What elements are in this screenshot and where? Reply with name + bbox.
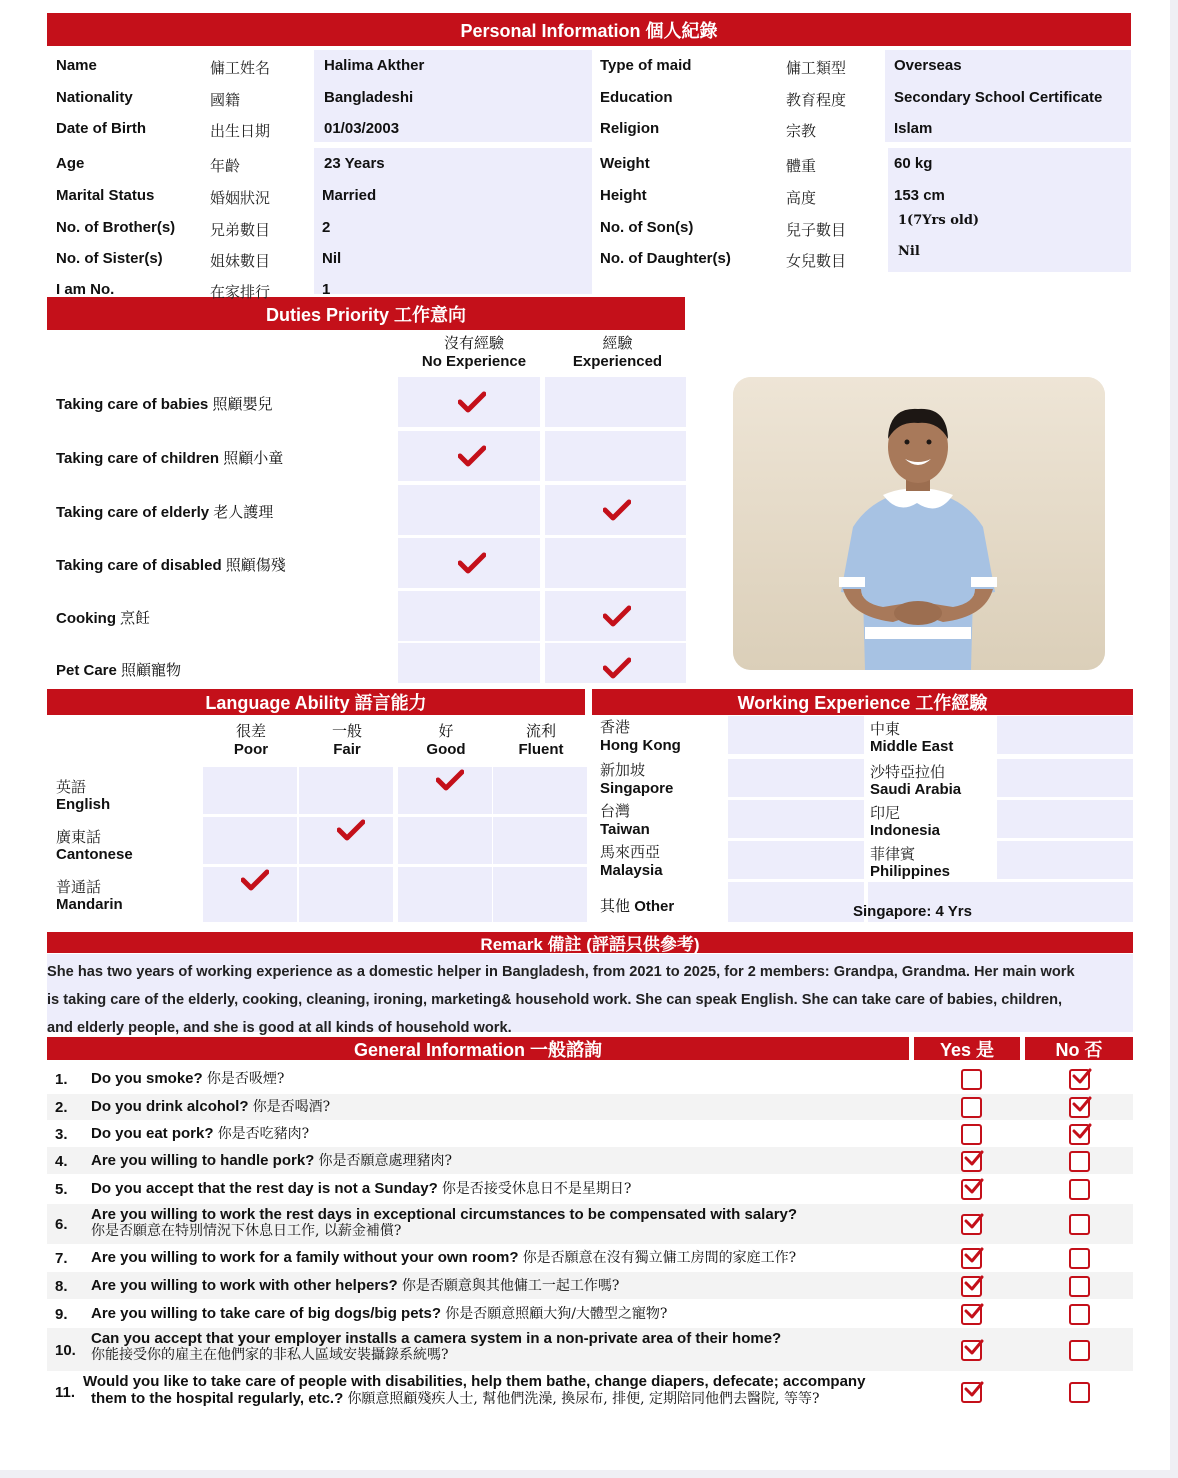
language-level-en: Fair <box>333 741 361 758</box>
no-checkbox[interactable] <box>1069 1097 1090 1118</box>
country-zh: 菲律賓 <box>870 845 916 863</box>
language-level-en: Fluent <box>518 741 564 758</box>
question-text <box>91 1305 667 1323</box>
personal-value: 1 <box>322 281 331 298</box>
personal-label-zh: 在家排行 <box>210 283 271 301</box>
country-en: Middle East <box>870 738 954 755</box>
question-number: 2. <box>55 1099 68 1116</box>
yes-checkbox[interactable] <box>961 1248 982 1269</box>
language-level-cell <box>299 867 393 922</box>
personal-label: Nationality <box>56 89 133 106</box>
yes-checkbox[interactable] <box>961 1340 982 1361</box>
question-number: 3. <box>55 1126 68 1143</box>
personal-label: No. of Son(s) <box>600 219 694 236</box>
country-en: Singapore <box>600 780 674 797</box>
duty-label <box>56 607 150 628</box>
experienced-cell <box>545 538 686 588</box>
duties-header: Duties Priority 工作意向 <box>47 297 685 330</box>
duty-label <box>56 659 181 680</box>
no-experience-cell <box>398 643 540 683</box>
question-en: Do you accept that the rest day is not a Sunday? <box>91 1180 438 1197</box>
country-en: Taiwan <box>600 821 650 838</box>
country-zh: 中東 <box>870 720 901 738</box>
duty-label-en: Taking care of children <box>56 450 220 467</box>
general-question-row <box>47 1244 1133 1272</box>
language-name-en: Mandarin <box>56 896 123 913</box>
question-number: 7. <box>55 1250 68 1267</box>
yes-checkbox[interactable] <box>961 1304 982 1325</box>
no-checkbox[interactable] <box>1069 1340 1090 1361</box>
personal-label-zh: 兒子數目 <box>786 221 847 239</box>
yes-checkbox[interactable] <box>961 1151 982 1172</box>
language-level-zh: 很差 <box>235 722 266 740</box>
general-question-row <box>47 1328 1133 1371</box>
general-question-row <box>47 1094 1133 1120</box>
language-level-cell <box>398 867 492 922</box>
question-number: 10. <box>55 1342 76 1359</box>
personal-label: Type of maid <box>600 57 692 74</box>
language-level-cell <box>398 767 492 814</box>
general-question-row <box>47 1272 1133 1299</box>
question-number: 6. <box>55 1216 68 1233</box>
country-en: Saudi Arabia <box>870 781 962 798</box>
check-mark-icon <box>241 869 269 891</box>
duty-label-zh: 照顧嬰兒 <box>212 395 273 413</box>
no-checkbox[interactable] <box>1069 1276 1090 1297</box>
question-en: Are you willing to work the rest days in exceptional circumstances to be compensated with salary? <box>91 1206 798 1223</box>
no-experience-cell <box>398 591 540 641</box>
general-question-row <box>47 1120 1133 1147</box>
duty-label-zh: 烹飪 <box>120 609 151 627</box>
no-checkbox[interactable] <box>1069 1124 1090 1145</box>
question-zh: 你是否願意在沒有獨立傭工房間的家庭工作? <box>522 1250 797 1266</box>
general-question-row <box>47 1204 1133 1244</box>
language-name-zh: 廣東話 <box>56 828 102 846</box>
duty-row <box>47 431 687 481</box>
question-zh: 你是否吸煙? <box>206 1071 285 1087</box>
no-checkbox[interactable] <box>1069 1151 1090 1172</box>
country-zh: 香港 <box>600 718 631 736</box>
country-zh: 其他 <box>600 897 631 915</box>
question-en: Do you smoke? <box>91 1070 203 1087</box>
duty-label-zh: 老人護理 <box>213 503 274 521</box>
remark-box <box>47 954 1133 1036</box>
experience-header: Working Experience 工作經驗 <box>592 689 1133 715</box>
duty-row <box>47 485 687 535</box>
duty-label-zh: 照顧傷殘 <box>225 556 286 574</box>
personal-label: Weight <box>600 155 650 172</box>
question-line-2 <box>91 1390 865 1408</box>
language-level-en: Good <box>426 741 466 758</box>
language-name-zh: 英語 <box>56 778 87 796</box>
country-years-cell <box>997 716 1133 754</box>
question-number: 5. <box>55 1181 68 1198</box>
country-zh: 沙特亞拉伯 <box>870 763 946 781</box>
personal-label: Education <box>600 89 673 106</box>
question-number: 8. <box>55 1278 68 1295</box>
question-text <box>91 1152 452 1170</box>
remark-line: and elderly people, and she is good at all kinds of household work. <box>47 1020 512 1036</box>
personal-value: 153 cm <box>894 187 945 204</box>
country-en: Indonesia <box>870 822 941 839</box>
question-en: Are you willing to handle pork? <box>91 1152 315 1169</box>
general-question-row <box>47 1174 1133 1204</box>
question-en: them to the hospital regularly, etc.? <box>91 1390 344 1407</box>
duty-label <box>56 393 272 414</box>
personal-value: Married <box>322 187 377 204</box>
no-experience-cell <box>398 485 540 535</box>
question-line-1: Would you like to take care of people with disabilities, help them bathe, change diapers, defecate; accompany <box>83 1373 866 1390</box>
personal-label-zh: 女兒數目 <box>786 252 847 270</box>
no-experience-zh: 沒有經驗 <box>443 334 504 352</box>
language-level-cell <box>203 767 297 814</box>
personal-label: Date of Birth <box>56 120 146 137</box>
question-en: Are you willing to take care of big dogs/big pets? <box>91 1305 442 1322</box>
country-years-cell <box>728 800 864 838</box>
duty-label <box>56 554 286 575</box>
question-number: 9. <box>55 1306 68 1323</box>
duty-label-en: Taking care of disabled <box>56 557 222 574</box>
question-zh: 你願意照顧殘疾人士, 幫他們洗澡, 換尿布, 排便, 定期陪同他們去醫院, 等等? <box>347 1391 820 1407</box>
country-years-cell <box>997 841 1133 879</box>
question-en: Do you eat pork? <box>91 1125 214 1142</box>
country-other <box>600 895 674 916</box>
duty-label <box>56 501 273 522</box>
helper-photo <box>733 377 1105 670</box>
check-mark-icon <box>603 605 631 627</box>
personal-value: Secondary School Certificate <box>894 89 1103 106</box>
experienced-zh: 經驗 <box>602 334 633 352</box>
personal-label-zh: 傭工姓名 <box>210 59 271 77</box>
question-zh: 你是否喝酒? <box>252 1099 331 1115</box>
general-question-row <box>47 1064 1133 1094</box>
question-text <box>91 1098 330 1116</box>
country-zh: 印尼 <box>870 804 901 822</box>
personal-label-zh: 兄弟數目 <box>210 221 271 239</box>
yes-checkbox[interactable] <box>961 1214 982 1235</box>
duty-row <box>47 591 687 641</box>
language-level-header <box>400 720 492 758</box>
remark-header: Remark 備註 (評語只供參考) <box>47 932 1133 953</box>
yes-checkbox[interactable] <box>961 1097 982 1118</box>
general-question-row <box>47 1147 1133 1174</box>
check-mark-icon <box>458 391 486 413</box>
question-text <box>91 1330 781 1364</box>
language-level-cell <box>493 767 587 814</box>
yes-checkbox[interactable] <box>961 1124 982 1145</box>
no-experience-cell <box>398 377 540 427</box>
experienced-cell <box>545 643 686 683</box>
general-question-row <box>47 1299 1133 1328</box>
personal-value: Nil <box>322 250 342 267</box>
personal-value: 2 <box>322 219 331 236</box>
personal-value: 1(7Yrs old) <box>898 213 980 228</box>
country-en: Other <box>634 898 675 915</box>
personal-value: Islam <box>894 120 933 137</box>
question-text <box>91 1277 619 1295</box>
no-checkbox[interactable] <box>1069 1214 1090 1235</box>
no-experience-cell <box>398 431 540 481</box>
check-mark-icon <box>603 657 631 679</box>
check-mark-icon <box>337 819 365 841</box>
question-text <box>91 1070 284 1088</box>
experienced-column-header <box>545 332 690 370</box>
yes-checkbox[interactable] <box>961 1276 982 1297</box>
duty-label-en: Cooking <box>56 610 116 627</box>
no-checkbox[interactable] <box>1069 1382 1090 1403</box>
language-level-cell <box>203 867 297 922</box>
language-level-header <box>495 720 587 758</box>
personal-label: Name <box>56 57 97 74</box>
no-checkbox[interactable] <box>1069 1179 1090 1200</box>
country-en: Hong Kong <box>600 737 681 754</box>
no-experience-column-header <box>398 332 550 370</box>
question-zh: 你是否願意與其他傭工一起工作嗎? <box>401 1278 620 1294</box>
duty-label-en: Taking care of elderly <box>56 504 210 521</box>
country-years-cell <box>728 716 864 754</box>
personal-label-zh: 出生日期 <box>210 122 271 140</box>
yes-checkbox[interactable] <box>961 1179 982 1200</box>
language-level-zh: 一般 <box>331 722 362 740</box>
question-text <box>91 1180 631 1198</box>
personal-label: I am No. <box>56 281 115 298</box>
personal-label-zh: 宗教 <box>786 122 817 140</box>
general-question-row <box>47 1371 1133 1413</box>
duty-label-en: Pet Care <box>56 662 117 679</box>
language-level-cell <box>203 817 297 864</box>
general-info-header: General Information 一般諮詢 <box>47 1037 909 1060</box>
experienced-en: Experienced <box>572 353 663 370</box>
personal-label-zh: 婚姻狀況 <box>210 189 271 207</box>
country-zh: 馬來西亞 <box>600 843 661 861</box>
country-years-cell <box>728 759 864 797</box>
experienced-cell <box>545 431 686 481</box>
yes-checkbox[interactable] <box>961 1069 982 1090</box>
language-name-zh: 普通話 <box>56 878 102 896</box>
personal-label: Age <box>56 155 85 172</box>
country-zh: 新加坡 <box>600 761 646 779</box>
personal-label-zh: 國籍 <box>210 91 241 109</box>
experienced-cell <box>545 591 686 641</box>
personal-value: 01/03/2003 <box>324 120 400 137</box>
personal-value: 60 kg <box>894 155 933 172</box>
personal-label-zh: 教育程度 <box>786 91 847 109</box>
question-en: Can you accept that your employer installs a camera system in a non-private area of their home? <box>91 1330 782 1347</box>
personal-label-zh: 傭工類型 <box>786 59 847 77</box>
question-en: Are you willing to work with other helpers? <box>91 1277 398 1294</box>
country-zh: 台灣 <box>600 802 631 820</box>
yes-checkbox[interactable] <box>961 1382 982 1403</box>
personal-label: Height <box>600 187 647 204</box>
language-level-cell <box>398 817 492 864</box>
no-column-header: No 否 <box>1025 1037 1133 1060</box>
language-name-en: Cantonese <box>56 846 133 863</box>
language-name-en: English <box>56 796 111 813</box>
question-text <box>91 1206 797 1240</box>
language-level-en: Poor <box>233 741 269 758</box>
question-text <box>83 1373 866 1408</box>
language-level-cell <box>493 817 587 864</box>
yes-column-header: Yes 是 <box>914 1037 1020 1060</box>
personal-value: Halima Akther <box>324 57 425 74</box>
language-level-zh: 流利 <box>525 722 556 740</box>
language-level-cell <box>299 767 393 814</box>
question-text <box>91 1125 309 1143</box>
country-years-cell <box>728 882 864 922</box>
personal-value: 23 Years <box>324 155 385 172</box>
no-checkbox[interactable] <box>1069 1069 1090 1090</box>
check-mark-icon <box>603 499 631 521</box>
personal-value: Nil <box>898 244 920 259</box>
language-level-cell <box>493 867 587 922</box>
duty-row <box>47 377 687 427</box>
personal-label: Religion <box>600 120 660 137</box>
country-en: Philippines <box>870 863 951 880</box>
personal-value: Bangladeshi <box>324 89 414 106</box>
question-zh: 你能接受你的雇主在他們家的非私人區域安裝攝錄系統嗎? <box>91 1347 449 1363</box>
remark-line: is taking care of the elderly, cooking, cleaning, ironing, marketing& household work. She can speak English. She can take care of babies, children, <box>47 992 1063 1008</box>
country-years-cell <box>728 841 864 879</box>
check-mark-icon <box>458 445 486 467</box>
remark-line: She has two years of working experience as a domestic helper in Bangladesh, from 2021 to 2025, for 2 members: Grandpa, Grandma. Her main work <box>47 964 1075 980</box>
personal-label-zh: 高度 <box>786 189 817 207</box>
question-en: Are you willing to work for a family without your own room? <box>91 1249 519 1266</box>
check-mark-icon <box>436 769 464 791</box>
no-checkbox[interactable] <box>1069 1304 1090 1325</box>
language-level-cell <box>299 817 393 864</box>
language-level-header <box>205 720 297 758</box>
personal-info-header: Personal Information 個人紀錄 <box>47 13 1131 46</box>
personal-label: No. of Brother(s) <box>56 219 176 236</box>
question-number: 4. <box>55 1153 68 1170</box>
personal-label: No. of Daughter(s) <box>600 250 731 267</box>
country-years-cell <box>997 800 1133 838</box>
duty-label <box>56 447 283 468</box>
duty-row <box>47 643 687 693</box>
question-text <box>91 1249 796 1267</box>
duty-label-zh: 照顧寵物 <box>121 661 182 679</box>
personal-label-zh: 體重 <box>786 157 817 175</box>
question-number: 1. <box>55 1071 68 1088</box>
personal-label-zh: 年齡 <box>210 157 241 175</box>
country-en: Malaysia <box>600 862 663 879</box>
question-zh: 你是否願意照顧大狗/大體型之寵物? <box>445 1306 668 1322</box>
country-years-cell <box>997 759 1133 797</box>
duty-label-zh: 照顧小童 <box>223 449 284 467</box>
question-zh: 你是否願意處理豬肉? <box>318 1153 453 1169</box>
question-zh: 你是否願意在特別情況下休息日工作, 以薪金補償? <box>91 1223 402 1239</box>
language-level-zh: 好 <box>438 722 454 740</box>
personal-label-zh: 姐妹數目 <box>210 252 271 270</box>
other-experience-value: Singapore: 4 Yrs <box>853 903 972 920</box>
no-checkbox[interactable] <box>1069 1248 1090 1269</box>
personal-label: Marital Status <box>56 187 155 204</box>
experienced-cell <box>545 485 686 535</box>
duty-row <box>47 538 687 588</box>
personal-value: Overseas <box>894 57 962 74</box>
duty-label-en: Taking care of babies <box>56 396 209 413</box>
check-mark-icon <box>458 552 486 574</box>
question-en: Do you drink alcohol? <box>91 1098 249 1115</box>
no-experience-cell <box>398 538 540 588</box>
personal-label: No. of Sister(s) <box>56 250 163 267</box>
experienced-cell <box>545 377 686 427</box>
language-level-header <box>301 720 393 758</box>
question-zh: 你是否接受休息日不是星期日? <box>441 1181 632 1197</box>
question-number: 11. <box>55 1384 76 1401</box>
no-experience-en: No Experience <box>421 353 527 370</box>
question-zh: 你是否吃豬肉? <box>217 1126 310 1142</box>
language-header: Language Ability 語言能力 <box>47 689 585 715</box>
